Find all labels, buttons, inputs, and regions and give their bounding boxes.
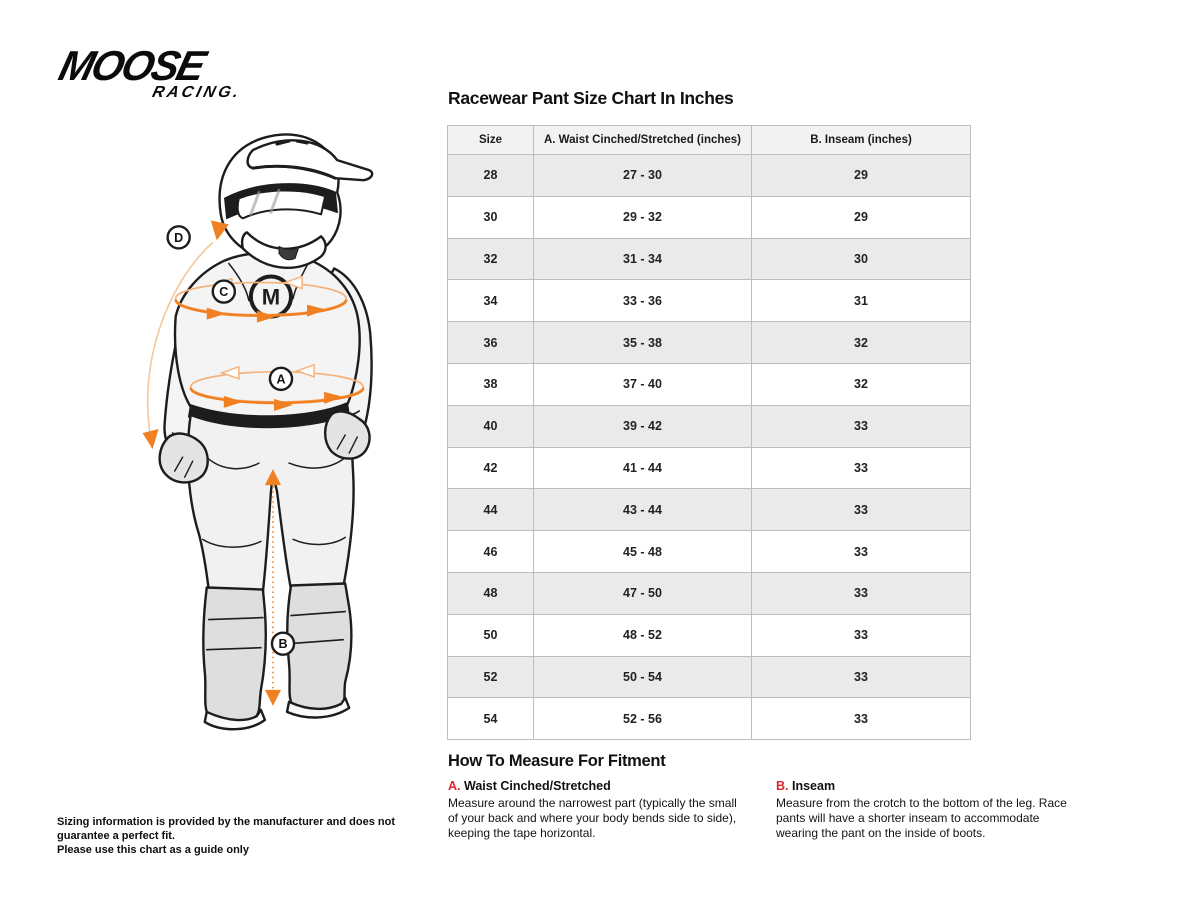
label-d: D — [174, 230, 184, 245]
label-c: C — [219, 285, 229, 300]
inseam-cell: 33 — [752, 405, 971, 447]
table-row — [448, 280, 971, 322]
table-row — [448, 531, 971, 573]
size-cell: 52 — [448, 656, 534, 698]
inseam-cell: 29 — [752, 155, 971, 197]
how-to-section-waist — [448, 779, 744, 840]
size-cell: 30 — [448, 196, 534, 238]
how-to-measure-title: How To Measure For Fitment — [448, 752, 666, 770]
table-row — [448, 447, 971, 489]
waist-cell: 45 - 48 — [534, 531, 752, 573]
size-cell: 46 — [448, 531, 534, 573]
rider-left-boot — [203, 588, 265, 723]
size-chart-table — [447, 125, 971, 740]
rider-illustration — [128, 118, 440, 740]
sleeve-arrowhead — [143, 429, 159, 449]
how-to-waist-body: Measure around the narrowest part (typically the small of your back and where your body bends side to side), keeping the tape horizontal. — [448, 796, 737, 840]
inseam-cell: 33 — [752, 656, 971, 698]
inseam-cell: 33 — [752, 447, 971, 489]
logo-word-racing: RACING. — [150, 84, 244, 101]
disclaimer-line-2: Please use this chart as a guide only — [57, 843, 249, 856]
waist-cell: 35 - 38 — [534, 322, 752, 364]
size-cell: 36 — [448, 322, 534, 364]
rider-right-boot — [287, 583, 351, 713]
table-row — [448, 363, 971, 405]
how-to-waist-letter: A. — [448, 779, 461, 793]
waist-cell: 52 - 56 — [534, 698, 752, 740]
size-cell: 48 — [448, 572, 534, 614]
inseam-cell: 33 — [752, 572, 971, 614]
waist-cell: 29 - 32 — [534, 196, 752, 238]
table-row — [448, 656, 971, 698]
waist-cell: 43 - 44 — [534, 489, 752, 531]
size-chart-title: Racewear Pant Size Chart In Inches — [448, 88, 734, 108]
how-to-waist-heading-text: Waist Cinched/Stretched — [463, 779, 611, 793]
waist-cell: 41 - 44 — [534, 447, 752, 489]
waist-cell: 50 - 54 — [534, 656, 752, 698]
col-header-size: Size — [448, 126, 534, 155]
size-cell: 32 — [448, 238, 534, 280]
waist-cell: 37 - 40 — [534, 363, 752, 405]
inseam-cell: 33 — [752, 614, 971, 656]
waist-cell: 39 - 42 — [534, 405, 752, 447]
inseam-cell: 29 — [752, 196, 971, 238]
moose-racing-logo — [54, 42, 255, 101]
disclaimer-line-1: Sizing information is provided by the manufacturer and does not guarantee a perfect fit. — [57, 816, 395, 842]
inseam-cell: 32 — [752, 322, 971, 364]
table-row — [448, 489, 971, 531]
waist-cell: 33 - 36 — [534, 280, 752, 322]
table-row — [448, 322, 971, 364]
inseam-cell: 30 — [752, 238, 971, 280]
table-row — [448, 614, 971, 656]
col-header-waist: A. Waist Cinched/Stretched (inches) — [534, 126, 752, 155]
size-cell: 50 — [448, 614, 534, 656]
rider-measurement-diagram — [128, 118, 440, 740]
waist-cell: 31 - 34 — [534, 238, 752, 280]
size-cell: 44 — [448, 489, 534, 531]
inseam-cell: 32 — [752, 363, 971, 405]
col-header-inseam: B. Inseam (inches) — [752, 126, 971, 155]
size-table-body — [448, 155, 971, 740]
how-to-section-inseam — [776, 779, 1078, 840]
chest-logo-letter: M — [261, 284, 281, 310]
logo-word-moose: MOOSE — [54, 42, 209, 90]
inseam-cell: 33 — [752, 698, 971, 740]
how-to-inseam-heading-text: Inseam — [791, 779, 836, 793]
size-cell: 34 — [448, 280, 534, 322]
how-to-waist-heading — [448, 779, 744, 794]
size-cell: 42 — [448, 447, 534, 489]
table-row — [448, 698, 971, 740]
waist-cell: 27 - 30 — [534, 155, 752, 197]
table-row — [448, 196, 971, 238]
table-row — [448, 238, 971, 280]
how-to-inseam-body: Measure from the crotch to the bottom of the leg. Race pants will have a shorter inseam to accommodate wearing the pant on the inside of boots. — [776, 796, 1067, 840]
how-to-inseam-heading — [776, 779, 1078, 794]
size-cell: 54 — [448, 698, 534, 740]
inseam-cell: 31 — [752, 280, 971, 322]
table-row — [448, 572, 971, 614]
inseam-cell: 33 — [752, 531, 971, 573]
inseam-cell: 33 — [752, 489, 971, 531]
table-row — [448, 155, 971, 197]
waist-cell: 48 - 52 — [534, 614, 752, 656]
waist-cell: 47 - 50 — [534, 572, 752, 614]
size-cell: 28 — [448, 155, 534, 197]
label-a: A — [276, 372, 286, 387]
size-cell: 38 — [448, 363, 534, 405]
label-b: B — [278, 637, 288, 652]
table-header-row — [448, 126, 971, 155]
how-to-inseam-letter: B. — [776, 779, 789, 793]
sizing-disclaimer — [57, 816, 437, 858]
size-cell: 40 — [448, 405, 534, 447]
table-row — [448, 405, 971, 447]
